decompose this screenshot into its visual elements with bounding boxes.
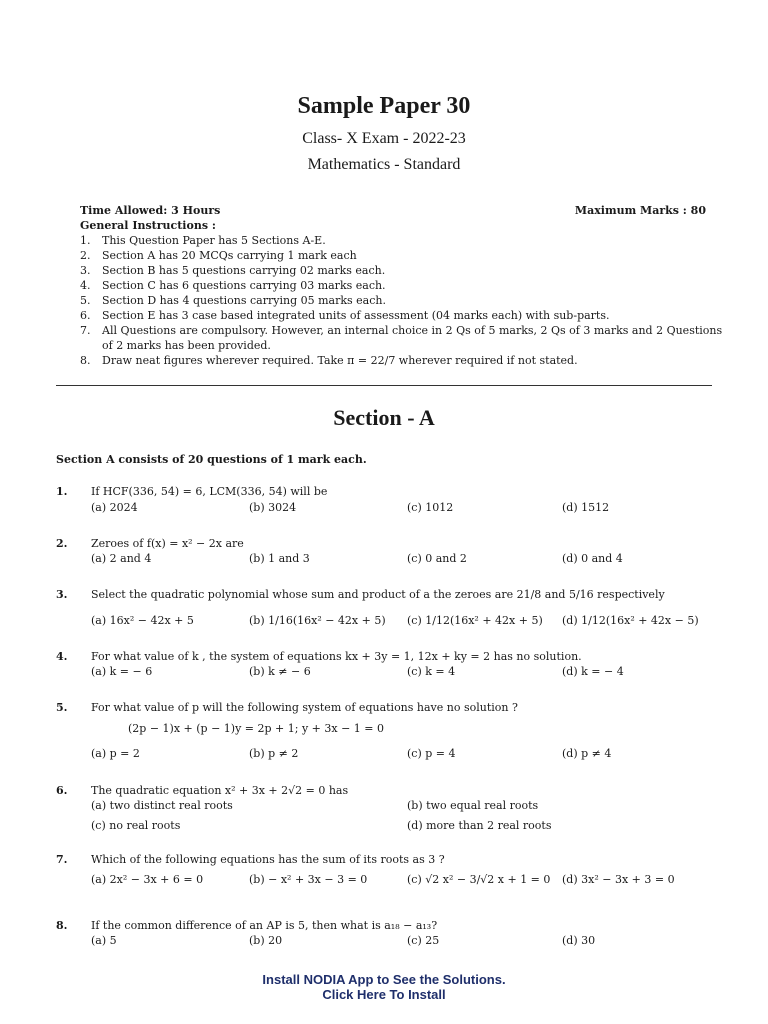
option-a: (a) 2024: [91, 501, 138, 514]
equation-line: (2p − 1)x + (p − 1)y = 2p + 1; y + 3x − 1 = 0: [128, 722, 384, 735]
option-b: (b) − x² + 3x − 3 = 0: [249, 873, 368, 886]
maximum-marks: Maximum Marks : 80: [574, 204, 706, 217]
option-d: (d) k = − 4: [562, 665, 624, 678]
question-text: Zeroes of f(x) = x² − 2x are: [91, 537, 244, 550]
question-text: For what value of k , the system of equations kx + 3y = 1, 12x + ky = 2 has no solution.: [91, 650, 582, 663]
install-app-line[interactable]: Install NODIA App to See the Solutions.: [262, 972, 506, 987]
option-a: (a) 16x² − 42x + 5: [91, 614, 194, 627]
option-d: (d) more than 2 real roots: [407, 819, 552, 832]
instruction-item: 5. Section D has 4 questions carrying 05 marks each.: [80, 294, 386, 307]
section-note: Section A consists of 20 questions of 1 mark each.: [56, 453, 367, 466]
option-c: (c) 25: [407, 934, 440, 947]
class-exam-subtitle: Class- X Exam - 2022-23: [302, 130, 466, 147]
question-number: 7.: [56, 853, 68, 866]
paper-title: Sample Paper 30: [297, 93, 471, 119]
instruction-item: 4. Section C has 6 questions carrying 03 marks each.: [80, 279, 386, 292]
option-b: (b) 3024: [249, 501, 297, 514]
instruction-item: 7. All Questions are compulsory. However, an internal choice in 2 Qs of 5 marks, 2 Qs of 3 marks and 2 Questions: [80, 324, 723, 337]
instruction-item: 6. Section E has 3 case based integrated units of assessment (04 marks each) with sub-parts.: [80, 309, 610, 322]
question-text: Which of the following equations has the sum of its roots as 3 ?: [91, 853, 445, 866]
option-a: (a) 2 and 4: [91, 552, 152, 565]
option-d: (d) 30: [562, 934, 596, 947]
question-text: Select the quadratic polynomial whose sum and product of a the zeroes are 21/8 and 5/16 respectively: [91, 588, 665, 601]
instructions-list: [80, 233, 723, 368]
option-b: (b) 1 and 3: [249, 552, 310, 565]
general-instructions-heading: General Instructions :: [80, 219, 216, 232]
option-a: (a) two distinct real roots: [91, 799, 233, 812]
option-d: (d) 1512: [562, 501, 610, 514]
option-d: (d) 3x² − 3x + 3 = 0: [562, 873, 675, 886]
option-c: (c) 1012: [407, 501, 454, 514]
option-c: (c) 1/12(16x² + 42x + 5): [407, 614, 543, 627]
click-to-install-line[interactable]: Click Here To Install: [322, 987, 446, 1002]
question-text: The quadratic equation x² + 3x + 2√2 = 0 has: [91, 784, 349, 797]
option-b: (b) 20: [249, 934, 283, 947]
question-number: 3.: [56, 588, 68, 601]
option-c: (c) p = 4: [407, 747, 456, 760]
instruction-item: 3. Section B has 5 questions carrying 02 marks each.: [80, 264, 386, 277]
install-app-link[interactable]: [0, 972, 768, 1002]
divider-line: [56, 385, 712, 386]
section-title: Section - A: [333, 405, 435, 430]
option-a: (a) 5: [91, 934, 117, 947]
question-number: 4.: [56, 650, 68, 663]
option-a: (a) 2x² − 3x + 6 = 0: [91, 873, 204, 886]
option-d: (d) p ≠ 4: [562, 747, 612, 760]
option-b: (b) 1/16(16x² − 42x + 5): [249, 614, 386, 627]
subject-subtitle: Mathematics - Standard: [307, 156, 461, 173]
option-c: (c) 0 and 2: [407, 552, 467, 565]
option-d: (d) 1/12(16x² + 42x − 5): [562, 614, 699, 627]
question-number: 5.: [56, 701, 68, 714]
question-text: If the common difference of an AP is 5, then what is a₁₈ − a₁₃?: [91, 919, 438, 932]
instruction-item: 2. Section A has 20 MCQs carrying 1 mark each: [80, 249, 357, 262]
question-number: 6.: [56, 784, 68, 797]
option-b: (b) two equal real roots: [407, 799, 539, 812]
option-a: (a) k = − 6: [91, 665, 153, 678]
question-text: If HCF(336, 54) = 6, LCM(336, 54) will be: [91, 485, 328, 498]
option-b: (b) p ≠ 2: [249, 747, 299, 760]
option-c: (c) √2 x² − 3/√2 x + 1 = 0: [407, 873, 551, 886]
instruction-item: of 2 marks has been provided.: [102, 339, 271, 352]
question-number: 1.: [56, 485, 68, 498]
question-number: 8.: [56, 919, 68, 932]
option-c: (c) no real roots: [91, 819, 181, 832]
time-allowed: Time Allowed: 3 Hours: [80, 204, 221, 217]
option-c: (c) k = 4: [407, 665, 456, 678]
instruction-item: 8. Draw neat figures wherever required. Take π = 22/7 wherever required if not stated.: [80, 354, 578, 367]
instruction-item: 1. This Question Paper has 5 Sections A-E.: [80, 234, 326, 247]
option-d: (d) 0 and 4: [562, 552, 623, 565]
question-text: For what value of p will the following system of equations have no solution ?: [91, 701, 518, 714]
option-b: (b) k ≠ − 6: [249, 665, 311, 678]
question-number: 2.: [56, 537, 68, 550]
option-a: (a) p = 2: [91, 747, 140, 760]
